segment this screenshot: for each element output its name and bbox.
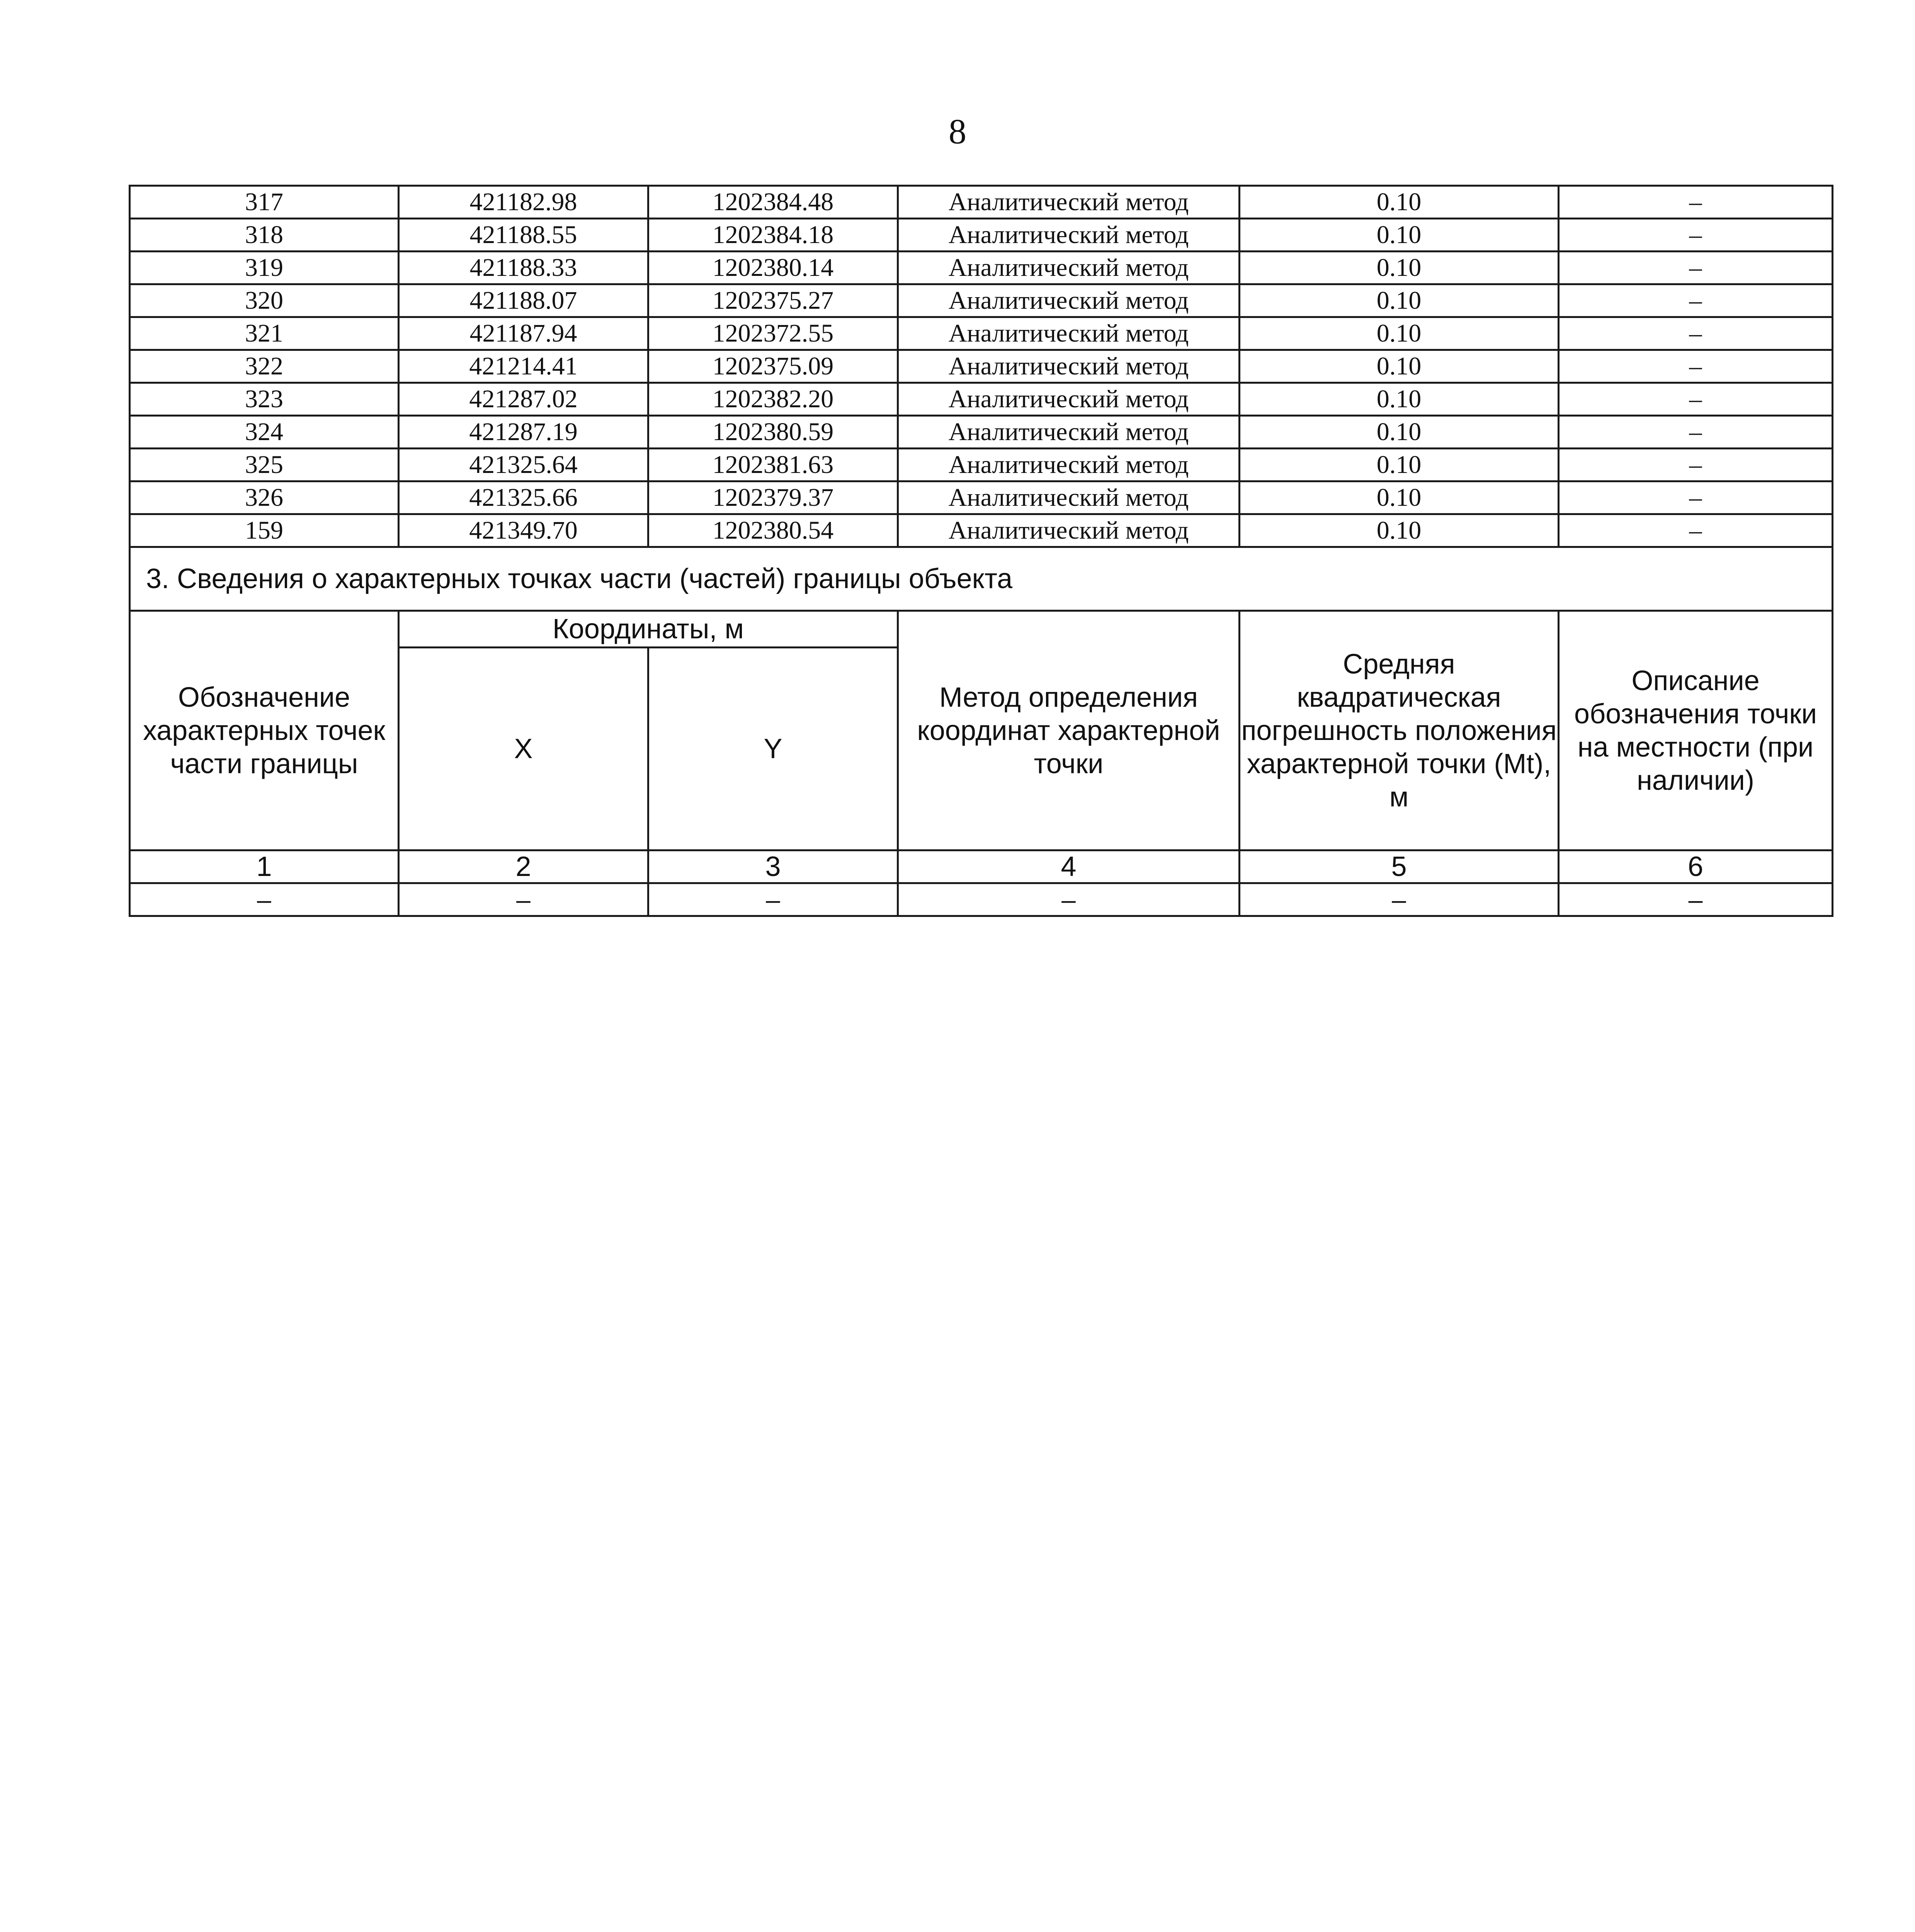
cell-description: – <box>1559 350 1833 383</box>
cell-method: Аналитический метод <box>898 186 1240 219</box>
cell-description: – <box>1559 252 1833 284</box>
header-method: Метод определения координат характерной точки <box>898 611 1240 850</box>
cell-description: – <box>1559 383 1833 416</box>
column-number: 4 <box>898 850 1240 883</box>
cell-y: 1202380.14 <box>648 252 898 284</box>
cell-y: 1202384.48 <box>648 186 898 219</box>
cell-description: – <box>1559 317 1833 350</box>
header-y: Y <box>648 648 898 850</box>
cell-description: – <box>1559 284 1833 317</box>
cell-error: 0.10 <box>1240 449 1559 481</box>
column-number: 6 <box>1559 850 1833 883</box>
cell-y: 1202381.63 <box>648 449 898 481</box>
cell-y: 1202375.27 <box>648 284 898 317</box>
cell-error: 0.10 <box>1240 252 1559 284</box>
page-number: 8 <box>949 112 966 151</box>
cell-error: 0.10 <box>1240 383 1559 416</box>
cell-error: 0.10 <box>1240 416 1559 449</box>
cell-method: Аналитический метод <box>898 416 1240 449</box>
cell-point: 324 <box>130 416 399 449</box>
cell-error: – <box>1240 883 1559 916</box>
header-error: Средняя квадратическая погрешность положения характерной точки (Мt), м <box>1240 611 1559 850</box>
section3-title: 3. Сведения о характерных точках части (частей) границы объекта <box>130 547 1833 611</box>
points-table-body <box>130 186 1833 547</box>
cell-y: 1202380.54 <box>648 514 898 547</box>
cell-y: 1202375.09 <box>648 350 898 383</box>
cell-point: 323 <box>130 383 399 416</box>
cell-error: 0.10 <box>1240 514 1559 547</box>
cell-method: Аналитический метод <box>898 219 1240 252</box>
table-row <box>130 481 1833 514</box>
cell-x: 421214.41 <box>399 350 648 383</box>
cell-x: 421182.98 <box>399 186 648 219</box>
cell-method: Аналитический метод <box>898 317 1240 350</box>
table-row <box>130 514 1833 547</box>
header-designation: Обозначение характерных точек части границы <box>130 611 399 850</box>
cell-y: – <box>648 883 898 916</box>
cell-point: 325 <box>130 449 399 481</box>
cell-method: Аналитический метод <box>898 252 1240 284</box>
header-coordinates: Координаты, м <box>399 611 898 648</box>
cell-description: – <box>1559 219 1833 252</box>
cell-point: 326 <box>130 481 399 514</box>
cell-x: 421187.94 <box>399 317 648 350</box>
cell-error: 0.10 <box>1240 481 1559 514</box>
header-x: X <box>399 648 648 850</box>
cell-point: 159 <box>130 514 399 547</box>
cell-description: – <box>1559 514 1833 547</box>
cell-method: Аналитический метод <box>898 481 1240 514</box>
cell-method: Аналитический метод <box>898 449 1240 481</box>
characteristic-points-table <box>129 185 1833 917</box>
cell-x: 421287.02 <box>399 383 648 416</box>
cell-method: Аналитический метод <box>898 284 1240 317</box>
cell-x: 421287.19 <box>399 416 648 449</box>
cell-description: – <box>1559 883 1833 916</box>
section3-data-row <box>130 883 1833 916</box>
section3-table-body <box>130 547 1833 916</box>
header-description: Описание обозначения точки на местности (при наличии) <box>1559 611 1833 850</box>
cell-x: 421349.70 <box>399 514 648 547</box>
table-row <box>130 317 1833 350</box>
cell-point: 322 <box>130 350 399 383</box>
cell-error: 0.10 <box>1240 186 1559 219</box>
column-number: 1 <box>130 850 399 883</box>
cell-description: – <box>1559 449 1833 481</box>
section3-title-row <box>130 547 1833 611</box>
cell-description: – <box>1559 186 1833 219</box>
table-row <box>130 252 1833 284</box>
cell-y: 1202379.37 <box>648 481 898 514</box>
cell-y: 1202380.59 <box>648 416 898 449</box>
cell-x: 421188.55 <box>399 219 648 252</box>
cell-point: 319 <box>130 252 399 284</box>
cell-error: 0.10 <box>1240 219 1559 252</box>
cell-y: 1202372.55 <box>648 317 898 350</box>
table-row <box>130 383 1833 416</box>
table-row <box>130 219 1833 252</box>
cell-x: 421188.07 <box>399 284 648 317</box>
cell-error: 0.10 <box>1240 350 1559 383</box>
cell-y: 1202382.20 <box>648 383 898 416</box>
cell-x: 421325.64 <box>399 449 648 481</box>
column-number: 5 <box>1240 850 1559 883</box>
column-number: 2 <box>399 850 648 883</box>
cell-point: – <box>130 883 399 916</box>
table-row <box>130 449 1833 481</box>
cell-method: Аналитический метод <box>898 383 1240 416</box>
table-row <box>130 284 1833 317</box>
section3-header-row <box>130 611 1833 648</box>
cell-error: 0.10 <box>1240 317 1559 350</box>
cell-x: 421188.33 <box>399 252 648 284</box>
cell-point: 317 <box>130 186 399 219</box>
column-numbers-row <box>130 850 1833 883</box>
cell-description: – <box>1559 416 1833 449</box>
cell-method: – <box>898 883 1240 916</box>
table-row <box>130 350 1833 383</box>
cell-method: Аналитический метод <box>898 350 1240 383</box>
cell-x: 421325.66 <box>399 481 648 514</box>
table-row <box>130 416 1833 449</box>
column-number: 3 <box>648 850 898 883</box>
cell-point: 320 <box>130 284 399 317</box>
cell-y: 1202384.18 <box>648 219 898 252</box>
cell-point: 318 <box>130 219 399 252</box>
cell-method: Аналитический метод <box>898 514 1240 547</box>
cell-description: – <box>1559 481 1833 514</box>
cell-x: – <box>399 883 648 916</box>
cell-error: 0.10 <box>1240 284 1559 317</box>
table-row <box>130 186 1833 219</box>
cell-point: 321 <box>130 317 399 350</box>
